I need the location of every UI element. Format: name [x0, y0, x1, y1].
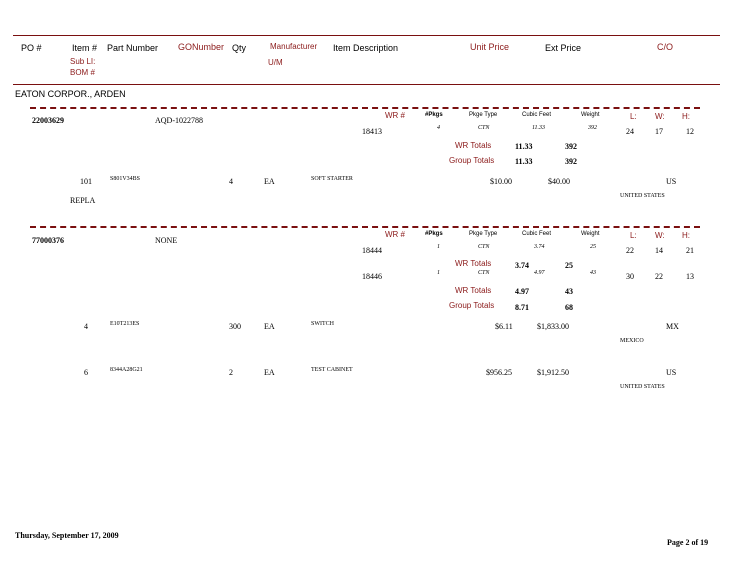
cubic-feet-header: Cubic Feet	[522, 231, 552, 237]
line-country-name: MEXICO	[620, 338, 644, 344]
col-header-item-description: Item Description	[333, 43, 399, 53]
group-totals-label: Group Totals	[449, 301, 495, 310]
height-value: 12	[686, 127, 694, 136]
pkgs-header: #Pkgs	[425, 112, 443, 118]
line-ext-price: $40.00	[548, 177, 570, 186]
wr-totals-cubic: 11.33	[515, 142, 533, 151]
line-um: EA	[264, 177, 275, 186]
line-ext-price: $1,833.00	[537, 322, 569, 331]
group-totals-cubic: 11.33	[515, 157, 533, 166]
wr-totals-label: WR Totals	[455, 259, 492, 268]
group-totals-label: Group Totals	[449, 156, 495, 165]
group-separator	[30, 107, 700, 109]
wr-totals-weight: 392	[565, 142, 577, 151]
wr-header: WR #	[385, 111, 405, 120]
weight-value: 43	[590, 270, 596, 276]
reference-number: NONE	[155, 236, 178, 245]
wr-totals-cubic: 4.97	[515, 287, 529, 296]
line-qty: 2	[229, 368, 233, 377]
line-item-number: 4	[84, 322, 88, 331]
col-header-unit-price: Unit Price	[470, 42, 510, 52]
length-header: L:	[630, 112, 637, 121]
po-number: 22003629	[32, 116, 64, 125]
line-unit-price: $10.00	[490, 177, 512, 186]
pkgs-header: #Pkgs	[425, 231, 443, 237]
cubic-feet-value: 4.97	[534, 270, 545, 276]
height-value: 21	[686, 246, 694, 255]
wr-totals-cubic: 3.74	[515, 261, 529, 270]
col-header-gonumber: GONumber	[178, 42, 225, 52]
group-totals-weight: 392	[565, 157, 577, 166]
group-separator	[30, 226, 700, 228]
line-qty: 300	[229, 322, 241, 331]
col-header-bom: BOM #	[70, 68, 95, 77]
height-value: 13	[686, 272, 694, 281]
wr-totals-weight: 43	[565, 287, 573, 296]
pkgs-value: 1	[437, 244, 440, 250]
header-top-rule	[13, 35, 720, 36]
pkg-type-header: Pkge Type	[469, 112, 498, 118]
col-header-part-number: Part Number	[107, 43, 159, 53]
weight-header: Weight	[581, 231, 600, 237]
line-description: TEST CABINET	[311, 367, 353, 373]
col-header-manufacturer: Manufacturer	[270, 42, 318, 51]
width-header: W:	[655, 231, 665, 240]
line-um: EA	[264, 322, 275, 331]
weight-value: 25	[590, 244, 596, 250]
col-header-item: Item #	[72, 43, 98, 53]
length-value: 22	[626, 246, 634, 255]
col-header-qty: Qty	[232, 43, 247, 53]
line-part-number: 8344A28G21	[110, 367, 143, 373]
vendor-name: EATON CORPOR., ARDEN	[15, 89, 126, 99]
length-header: L:	[630, 231, 637, 240]
height-header: H:	[682, 112, 690, 121]
po-number: 77000376	[32, 236, 64, 245]
width-value: 22	[655, 272, 663, 281]
line-country-code: MX	[666, 322, 679, 331]
header-bottom-rule	[13, 84, 720, 85]
line-unit-price: $956.25	[486, 368, 512, 377]
line-description: SOFT STARTER	[311, 176, 353, 182]
wr-number: 18413	[362, 127, 382, 136]
line-part-number: E10T213ES	[110, 321, 140, 327]
col-header-um: U/M	[268, 58, 283, 67]
width-value: 17	[655, 127, 663, 136]
line-description: SWITCH	[311, 321, 334, 327]
line-country-code: US	[666, 177, 677, 186]
pkg-type-value: CTN	[478, 125, 490, 131]
report-date: Thursday, September 17, 2009	[15, 531, 119, 540]
group-totals-weight: 68	[565, 303, 573, 312]
length-value: 30	[626, 272, 634, 281]
col-header-sub-li: Sub LI:	[70, 57, 96, 66]
pkg-type-value: CTN	[478, 270, 490, 276]
line-sub-text: REPLA	[70, 196, 96, 205]
pkgs-value: 4	[437, 125, 440, 131]
line-part-number: S801V34BS	[110, 176, 141, 182]
wr-totals-label: WR Totals	[455, 286, 492, 295]
wr-number: 18446	[362, 272, 382, 281]
length-value: 24	[626, 127, 634, 136]
reference-number: AQD-1022788	[155, 116, 203, 125]
page-number: Page 2 of 19	[667, 538, 709, 547]
line-country-name: UNITED STATES	[620, 384, 665, 390]
width-value: 14	[655, 246, 663, 255]
cubic-feet-value: 3.74	[534, 244, 545, 250]
pkgs-value: 1	[437, 270, 440, 276]
pkg-type-header: Pkge Type	[469, 231, 498, 237]
line-item-number: 101	[80, 177, 92, 186]
col-header-ext-price: Ext Price	[545, 43, 582, 53]
line-ext-price: $1,912.50	[537, 368, 569, 377]
line-um: EA	[264, 368, 275, 377]
weight-value: 392	[588, 125, 597, 131]
cubic-feet-value: 11.33	[532, 125, 546, 131]
weight-header: Weight	[581, 112, 600, 118]
col-header-co: C/O	[657, 42, 674, 52]
wr-totals-weight: 25	[565, 261, 573, 270]
pkg-type-value: CTN	[478, 244, 490, 250]
line-country-code: US	[666, 368, 677, 377]
line-qty: 4	[229, 177, 233, 186]
group-totals-cubic: 8.71	[515, 303, 529, 312]
wr-number: 18444	[362, 246, 382, 255]
line-item-number: 6	[84, 368, 88, 377]
height-header: H:	[682, 231, 690, 240]
cubic-feet-header: Cubic Feet	[522, 112, 552, 118]
line-country-name: UNITED STATES	[620, 193, 665, 199]
wr-totals-label: WR Totals	[455, 141, 492, 150]
col-header-po: PO #	[21, 43, 42, 53]
width-header: W:	[655, 112, 665, 121]
wr-header: WR #	[385, 230, 405, 239]
line-unit-price: $6.11	[495, 322, 513, 331]
